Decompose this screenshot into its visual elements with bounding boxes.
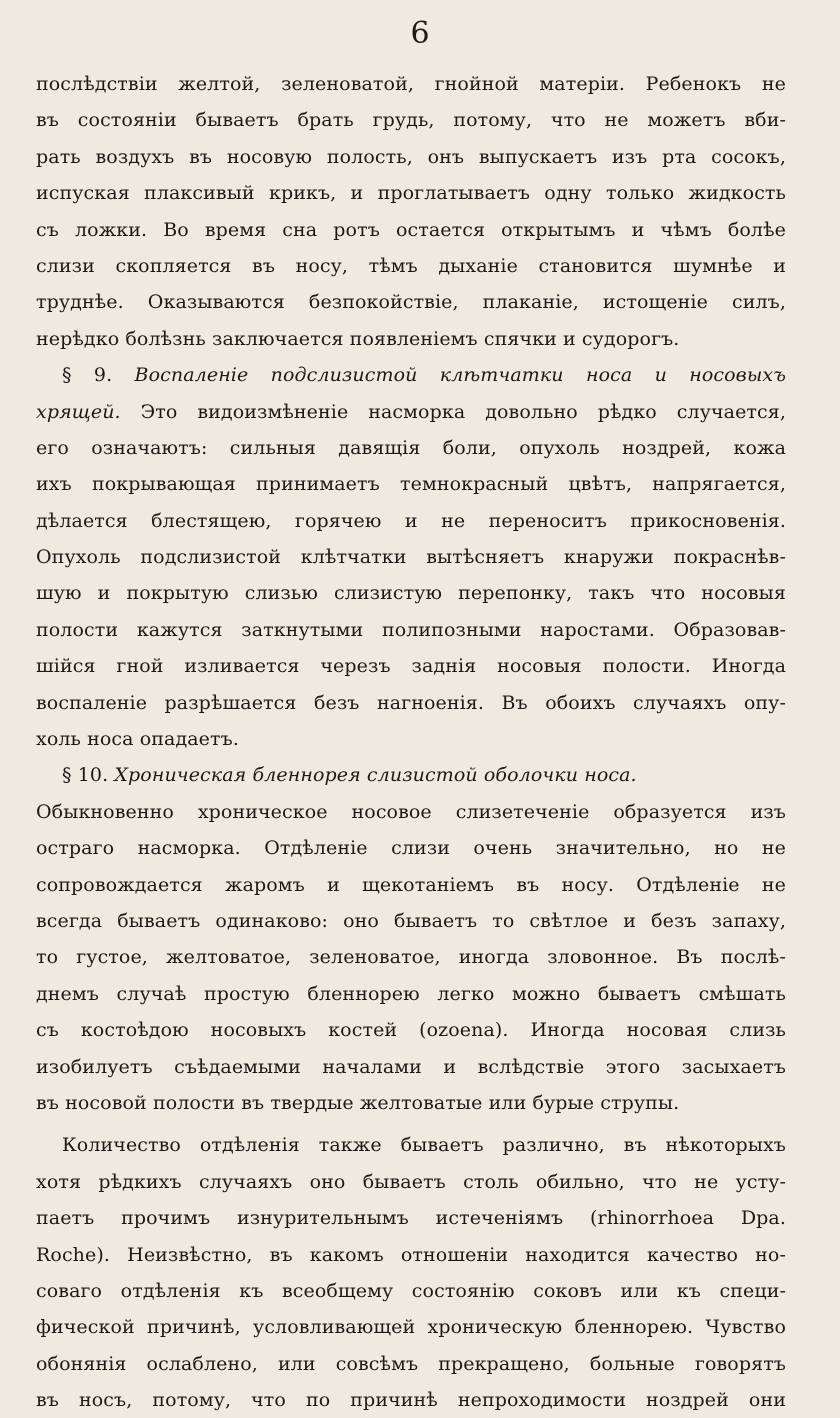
text-line: соваго отдѣленія къ всеобщему состоянію соковъ или къ специ- xyxy=(36,1279,786,1302)
text-line: въ носъ, потому, что по причинѣ непроходимости ноздрей они xyxy=(36,1389,786,1412)
text-line: днемъ случаѣ простую бленнорею легко можно бываетъ смѣшать xyxy=(36,982,786,1005)
page-number: 6 xyxy=(410,16,430,51)
text-run: Это видоизмѣненіе насморка довольно рѣдко случается, xyxy=(120,400,786,423)
text-line: ихъ покрывающая принимаетъ темнокрасный цвѣтъ, напрягается, xyxy=(36,473,786,496)
text-line: сопровождается жаромъ и щекотаніемъ въ носу. Отдѣленіе не xyxy=(36,873,786,896)
section-title: Хроническая бленнорея слизистой оболочки носа. xyxy=(114,764,637,787)
text-line: фической причинѣ, условливающей хроническую бленнорею. Чувство xyxy=(36,1316,786,1339)
text-line: съ ложки. Во время сна ротъ остается открытымъ и чѣмъ болѣе xyxy=(36,218,786,241)
text-line: шійся гной изливается черезъ заднія носовыя полости. Иногда xyxy=(36,655,786,678)
text-line: то густое, желтоватое, зеленоватое, иногда зловонное. Въ послѣ- xyxy=(36,946,786,969)
text-line: рать воздухъ въ носовую полость, онъ выпускаетъ изъ рта сосокъ, xyxy=(36,145,786,168)
text-line: Обыкновенно хроническое носовое слизетеченіе образуется изъ xyxy=(36,800,786,823)
text-line: Количество отдѣленія также бываетъ различно, въ нѣкоторыхъ xyxy=(62,1134,786,1157)
text-line: паетъ прочимъ изнурительнымъ истеченіямъ (rhinorrhoea Dpa. xyxy=(36,1207,786,1230)
text-line: хотя рѣдкихъ случаяхъ оно бываетъ столь обильно, что не усту- xyxy=(36,1170,786,1193)
text-line: послѣдствіи желтой, зеленоватой, гнойной матеріи. Ребенокъ не xyxy=(36,73,786,95)
text-line: полости кажутся заткнутыми полипозными наростами. Образовав- xyxy=(36,618,786,641)
text-line: труднѣе. Оказываются безпокойствіе, плаканіе, истощеніе силъ, xyxy=(36,291,786,314)
text-line: воспаленіе разрѣшается безъ нагноенія. Въ обоихъ случаяхъ опу- xyxy=(36,691,786,714)
section-10-heading xyxy=(36,757,786,793)
section-title-continued: хрящей. xyxy=(36,400,121,423)
text-line: въ состояніи бываетъ брать грудь, потому, что не можетъ вби- xyxy=(36,109,786,132)
text-line: нерѣдко болѣзнь заключается появленіемъ спячки и судорогъ. xyxy=(36,327,680,350)
text-line: его означаютъ: сильныя давящія боли, опухоль ноздрей, кожа xyxy=(36,436,786,459)
section-number: § 9. xyxy=(62,364,135,387)
text-line: всегда бываетъ одинаково: оно бываетъ то свѣтлое и безъ запаху, xyxy=(36,909,786,932)
text-line: съ костоѣдою носовыхъ костей (ozoena). Иногда носовая слизь xyxy=(36,1019,786,1042)
text-line: Roche). Неизвѣстно, въ какомъ отношеніи находится качество но- xyxy=(36,1243,786,1266)
body-text xyxy=(36,66,786,1418)
section-number: § 10. xyxy=(62,764,115,787)
text-line: остраго насморка. Отдѣленіе слизи очень значительно, но не xyxy=(36,837,786,860)
text-line: испуская плаксивый крикъ, и проглатываетъ одну только жидкость xyxy=(36,182,786,205)
text-line xyxy=(36,394,786,430)
text-line: дѣлается блестящею, горячею и не переноситъ прикосновенія. xyxy=(36,509,786,532)
text-line: обонянія ослаблено, или совсѣмъ прекращено, больные говорятъ xyxy=(36,1352,786,1375)
section-9-heading xyxy=(36,357,786,393)
text-line: въ носовой полости въ твердые желтоватые или бурые струпы. xyxy=(36,1091,680,1114)
section-title: Воспаленіе подслизистой клѣтчатки носа и носовыхъ xyxy=(134,364,786,387)
text-line: слизи скопляется въ носу, тѣмъ дыханіе становится шумнѣе и xyxy=(36,254,786,277)
text-line: изобилуетъ съѣдаемыми началами и вслѣдствіе этого засыхаетъ xyxy=(36,1055,786,1078)
text-line: шую и покрытую слизью слизистую перепонку, такъ что носовыя xyxy=(36,582,786,605)
text-line: холь носа опадаетъ. xyxy=(36,728,239,751)
text-line: Опухоль подслизистой клѣтчатки вытѣсняетъ кнаружи покраснѣв- xyxy=(36,546,786,569)
